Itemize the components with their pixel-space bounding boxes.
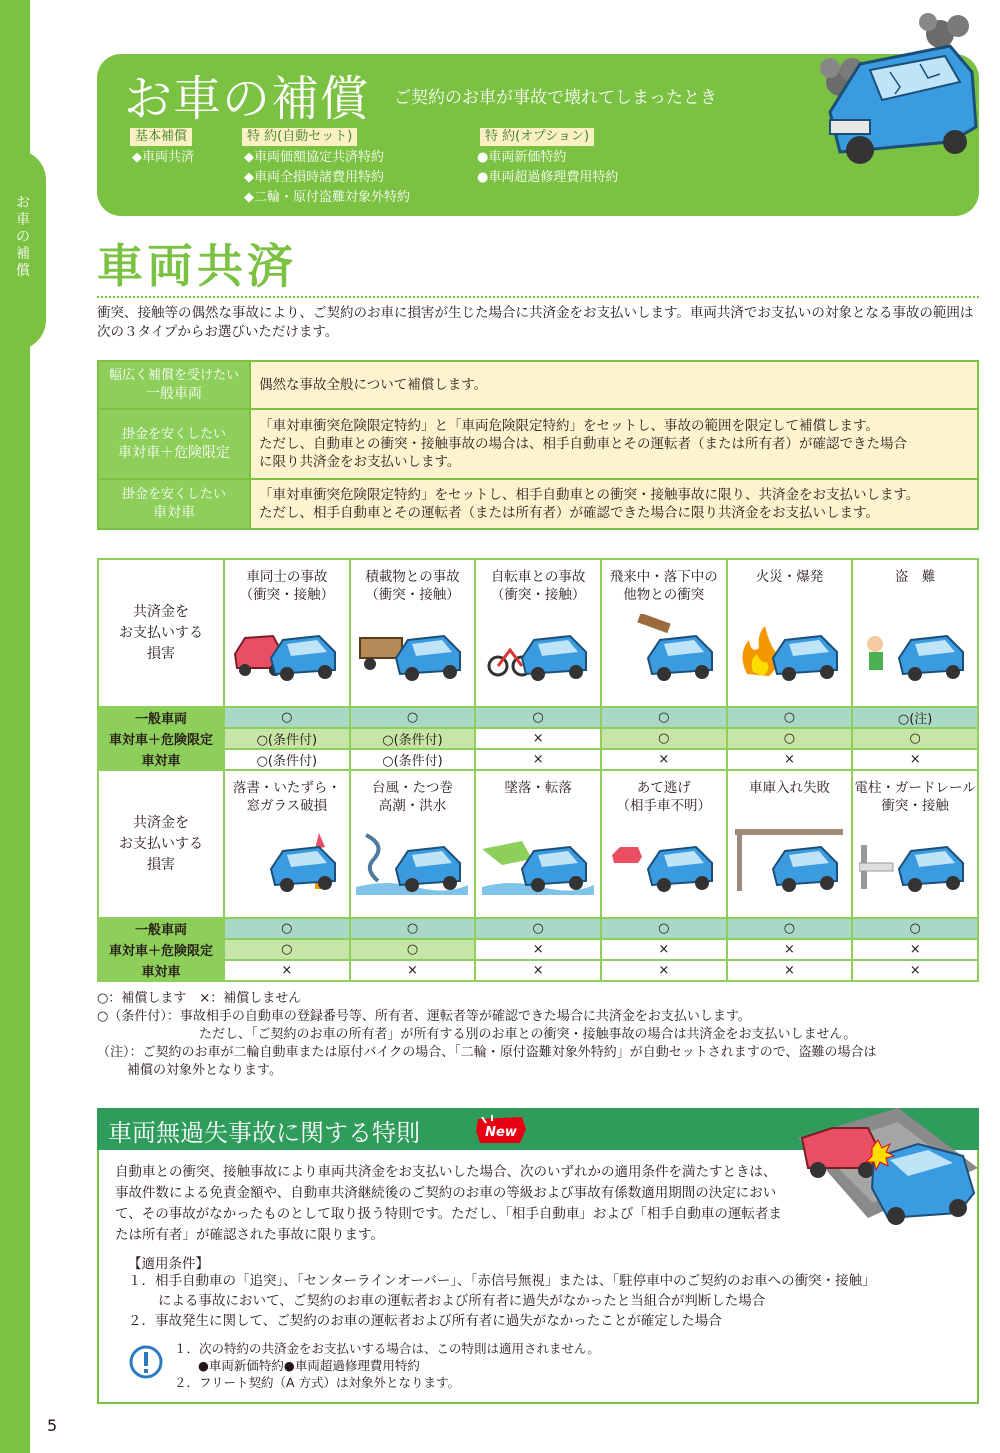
no-fault-notes <box>174 1340 600 1391</box>
incident-cell <box>475 770 601 918</box>
type-row-general <box>98 361 978 409</box>
incident-label: 車同士の事故 （衝突・接触） <box>239 569 335 603</box>
legend-line: 補償の対象外となります。 <box>127 1063 282 1078</box>
coverage-mark: × <box>852 749 978 770</box>
fall-illustration <box>482 825 594 895</box>
coverage-mark: ○ <box>601 707 727 728</box>
hit-and-run-illustration <box>608 825 720 895</box>
type-name: 一般車両 <box>146 386 202 402</box>
type-row-limited <box>98 409 978 479</box>
type-tagline: 掛金を安くしたい <box>121 487 226 502</box>
coverage-mark: ○ <box>475 918 601 939</box>
incident-label: 盗 難 <box>894 569 936 585</box>
basic-coverage-tag: 基本補償 <box>130 128 192 146</box>
coverage-mark: × <box>475 960 601 981</box>
damage-row-header: 共済金を お支払いする 損害 <box>98 770 224 918</box>
damage-row-header: 共済金を お支払いする 損害 <box>98 559 224 707</box>
type-row-car-to-car <box>98 479 978 529</box>
coverage-mark: × <box>852 939 978 960</box>
note-line: ２．フリート契約（A 方式）は対象外となります。 <box>174 1375 461 1390</box>
title-divider <box>97 296 979 298</box>
intro-text: 衝突、接触等の偶然な事故により、ご契約のお車に損害が生じた場合に共済金をお支払いします。車両共済でお支払いの対象となる事故の範囲は次の３タイプからお選びいただけます。 <box>97 305 974 340</box>
coverage-mark: × <box>350 960 476 981</box>
coverage-mark: ○(条件付) <box>224 728 350 749</box>
coverage-mark: ○ <box>852 728 978 749</box>
incident-cell <box>852 559 978 707</box>
coverage-mark: × <box>852 960 978 981</box>
new-badge-label: New <box>485 1125 517 1140</box>
coverage-mark: × <box>475 749 601 770</box>
incident-cell <box>727 770 853 918</box>
coverage-row <box>98 918 978 939</box>
type-description <box>250 479 978 529</box>
coverage-matrix <box>97 558 979 982</box>
type-name: 車対車＋危険限定 <box>118 445 230 461</box>
incident-cell <box>350 770 476 918</box>
option-rider-item: ●車両超過修理費用特約 <box>477 170 619 185</box>
coverage-row-label: 車対車＋危険限定 <box>98 728 224 749</box>
coverage-mark: ○ <box>601 728 727 749</box>
coverage-mark: ○(注) <box>852 707 978 728</box>
incident-label: 飛来中・落下中の 他物との衝突 <box>609 569 718 603</box>
auto-rider-item: ◆車両全損時諸費用特約 <box>244 170 384 185</box>
coverage-row <box>98 728 978 749</box>
conditions-list <box>128 1271 968 1331</box>
coverage-mark: × <box>727 939 853 960</box>
theft-illustration <box>859 614 971 684</box>
incident-label: 電柱・ガードレール 衝突・接触 <box>854 780 976 814</box>
no-fault-title: 車両無過失事故に関する特則 <box>108 1119 420 1147</box>
incident-label: 車庫入れ失敗 <box>748 780 830 796</box>
coverage-mark: ○ <box>224 707 350 728</box>
incident-cell <box>601 559 727 707</box>
coverage-mark: ○ <box>727 728 853 749</box>
condition-item: １．相手自動車の「追突」、「センターラインオーバー」、「赤信号無視」または、「駐停車中のご契約のお車への衝突・接触」 <box>128 1273 876 1289</box>
incident-cell <box>601 770 727 918</box>
new-badge-icon <box>474 1115 528 1145</box>
legend-line: ○：補償します ×：補償しません <box>97 991 302 1006</box>
coverage-mark: × <box>601 939 727 960</box>
incident-header-row <box>98 559 978 707</box>
coverage-row-label: 車対車 <box>98 960 224 981</box>
type-desc-line: 「車対車衝突危険限定特約」と「車両危険限定特約」をセットし、事故の範囲を限定して補償します。 <box>259 418 879 434</box>
side-label: お車の補償 <box>16 195 30 279</box>
coverage-type-table <box>97 360 979 530</box>
coverage-row-label: 一般車両 <box>98 918 224 939</box>
coverage-mark: ○(条件付) <box>224 749 350 770</box>
coverage-mark: × <box>601 749 727 770</box>
type-desc-line: 偶然な事故全般について補償します。 <box>259 377 488 393</box>
coverage-mark: × <box>224 960 350 981</box>
coverage-row-label: 車対車＋危険限定 <box>98 939 224 960</box>
coverage-mark: ○(条件付) <box>350 728 476 749</box>
type-tagline: 幅広く補償を受けたい <box>108 368 239 383</box>
exclamation-icon <box>128 1344 164 1380</box>
legend-line: ○（条件付）：事故相手の自動車の登録番号等、所有者、運転者等が確認できた場合に共済金をお支払いします。 <box>97 1009 751 1024</box>
option-rider-item: ●車両新価特約 <box>477 150 567 165</box>
vandalism-illustration <box>231 825 343 895</box>
coverage-mark: ○ <box>224 918 350 939</box>
coverage-mark: ○ <box>475 707 601 728</box>
option-rider-tag: 特 約(オプション) <box>480 128 594 146</box>
type-description <box>250 409 978 479</box>
incident-label: あて逃げ （相手車不明） <box>616 780 712 814</box>
incident-cell <box>475 559 601 707</box>
coverage-matrix-body <box>98 559 978 981</box>
coverage-mark: ○ <box>224 939 350 960</box>
coverage-mark: × <box>727 960 853 981</box>
coverage-mark: ○ <box>852 918 978 939</box>
car-collision-illustration <box>231 614 343 684</box>
incident-label: 積載物との事故 （衝突・接触） <box>365 569 460 603</box>
incident-cell <box>852 770 978 918</box>
page-title: 車両共済 <box>97 239 297 293</box>
legend-line: （注）：ご契約のお車が二輪自動車または原付バイクの場合、「二輪・原付盗難対象外特約」が自動セットされますので、盗難の場合は <box>97 1045 877 1060</box>
cargo-collision-illustration <box>356 614 468 684</box>
type-desc-line: に限り共済金をお支払いします。 <box>259 454 461 470</box>
type-label <box>98 409 250 479</box>
coverage-mark: × <box>727 749 853 770</box>
type-desc-line: ただし、自動車との衝突・接触事故の場合は、相手自動車とその運転者（または所有者）が確認できた場合 <box>259 436 907 452</box>
note-line: １．次の特約の共済金をお支払いする場合は、この特則は適用されません。 <box>174 1341 600 1356</box>
coverage-row <box>98 939 978 960</box>
falling-object-illustration <box>608 614 720 684</box>
incident-cell <box>350 559 476 707</box>
guardrail-illustration <box>859 825 971 895</box>
section-subtitle: ご契約のお車が事故で壊れてしまったとき <box>394 88 717 108</box>
type-label <box>98 361 250 409</box>
coverage-row <box>98 749 978 770</box>
auto-rider-tag: 特 約(自動セット) <box>242 128 357 146</box>
type-tagline: 掛金を安くしたい <box>121 427 226 442</box>
page-number: 5 <box>47 1416 58 1435</box>
coverage-mark: ○(条件付) <box>350 749 476 770</box>
coverage-mark: ○ <box>727 707 853 728</box>
garage-mistake-illustration <box>733 825 845 895</box>
coverage-mark: ○ <box>350 918 476 939</box>
incident-label: 落書・いたずら・ 窓ガラス破損 <box>232 780 341 814</box>
basic-coverage-item: ◆車両共済 <box>132 150 194 165</box>
incident-label: 墜落・転落 <box>504 780 572 796</box>
note-line: ●車両新価特約●車両超過修理費用特約 <box>198 1358 420 1373</box>
condition-item: ２．事故発生に関して、ご契約のお車の運転者および所有者に過失がなかったことが確定した場合 <box>128 1313 722 1329</box>
coverage-mark: ○ <box>350 707 476 728</box>
condition-item: による事故において、ご契約のお車の運転者および所有者に過失がなかったと当組合が判断した場合 <box>158 1293 766 1309</box>
damaged-car-illustration <box>800 12 980 167</box>
type-label <box>98 479 250 529</box>
bicycle-collision-illustration <box>482 614 594 684</box>
auto-rider-item: ◆車両価額協定共済特約 <box>244 150 384 165</box>
type-name: 車対車 <box>153 505 195 521</box>
legend-line: ただし、「ご契約のお車の所有者」が所有する別のお車との衝突・接触事故の場合は共済金をお支払いしません。 <box>199 1027 857 1042</box>
auto-rider-item: ◆二輪・原付盗難対象外特約 <box>244 190 410 205</box>
incident-cell <box>224 559 350 707</box>
coverage-row-label: 一般車両 <box>98 707 224 728</box>
incident-cell <box>224 770 350 918</box>
coverage-mark: ○ <box>727 918 853 939</box>
incident-label: 自転車との事故 （衝突・接触） <box>490 569 586 603</box>
fire-illustration <box>733 614 845 684</box>
coverage-row-label: 車対車 <box>98 749 224 770</box>
type-desc-line: ただし、相手自動車とその運転者（または所有者）が確認できた場合に限り共済金をお支払いします。 <box>259 505 879 521</box>
incident-header-row <box>98 770 978 918</box>
conditions-heading: 【適用条件】 <box>128 1256 209 1272</box>
coverage-mark: × <box>475 939 601 960</box>
coverage-mark: × <box>601 960 727 981</box>
typhoon-flood-illustration <box>356 825 468 895</box>
parked-car-collision-illustration <box>788 1108 978 1233</box>
coverage-mark: ○ <box>350 939 476 960</box>
type-description <box>250 361 978 409</box>
section-title: お車の補償 <box>124 71 370 127</box>
type-desc-line: 「車対車衝突危険限定特約」をセットし、相手自動車との衝突・接触事故に限り、共済金をお支払いします。 <box>259 487 920 503</box>
no-fault-body: 自動車との衝突、接触事故により車両共済金をお支払いした場合、次のいずれかの適用条件を満たすときは、事故件数による免責金額や、自動車共済継続後のご契約のお車の等級および事故有係数適用期間の決定において、その事故がなかったものとして取り扱う特則です。ただし、「相手自動車」および「相手自動車の運転者または所有者」が確認された事故に限ります。 <box>115 1164 782 1243</box>
incident-cell <box>727 559 853 707</box>
coverage-mark: × <box>475 728 601 749</box>
coverage-mark: ○ <box>601 918 727 939</box>
legend <box>97 990 979 1080</box>
coverage-row <box>98 707 978 728</box>
incident-label: 火災・爆発 <box>755 569 824 585</box>
coverage-row <box>98 960 978 981</box>
incident-label: 台風・たつ巻 高潮・洪水 <box>371 780 453 814</box>
